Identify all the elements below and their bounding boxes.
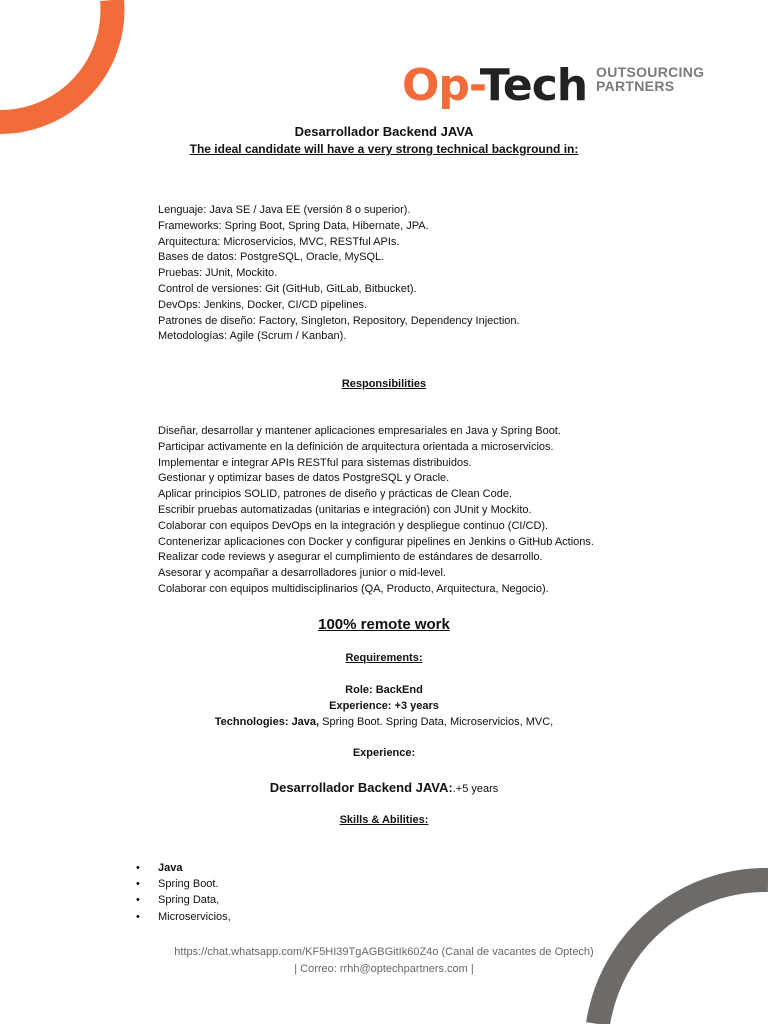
experience-years: .+5 years [452,783,499,795]
experience-heading: Experience: [352,747,416,759]
list-item: DevOps: Jenkins, Docker, CI/CD pipelines. [158,298,368,311]
experience-role: Desarrollador Backend JAVA: [269,780,453,795]
role-line: Role: BackEnd [345,684,423,696]
skills-heading: Skills & Abilities: [339,814,429,826]
list-item: Control de versiones: Git (GitHub, GitLab, Bitbucket). [158,282,417,295]
logo-wordmark [402,56,587,116]
logo-tagline-line2: PARTNERS [596,78,675,94]
list-item [136,892,231,908]
bullet-icon: • [136,894,140,907]
list-item: Implementar e integrar APIs RESTful para sistemas distribuidos. [158,456,472,469]
logo-tagline [596,65,704,93]
list-item: Diseñar, desarrollar y mantener aplicaciones empresariales en Java y Spring Boot. [158,425,561,437]
optech-logo [402,56,705,116]
bullet-icon: • [136,862,140,874]
list-item: Colaborar con equipos DevOps en la integración y despliegue continuo (CI/CD). [158,519,549,532]
list-item: Aplicar principios SOLID, patrones de diseño y prácticas de Clean Code. [158,488,513,501]
logo-tech: Tech [479,60,588,111]
skill-label: Java [158,862,183,874]
experience-line: Experience: +3 years [329,700,439,712]
orange-arc-decoration [0,0,140,140]
skill-label: Spring Data, [158,894,220,907]
list-item: Gestionar y optimizar bases de datos PostgreSQL y Oracle. [158,472,450,485]
list-item: Pruebas: JUnit, Mockito. [158,267,278,280]
logo-op: Op [402,60,469,111]
remote-work-heading: 100% remote work [318,616,450,633]
bullet-icon: • [136,910,140,923]
technologies-values: Spring Boot. Spring Data, Microservicios, MVC, [319,716,554,728]
technologies-line [0,716,768,728]
bullet-icon: • [136,878,140,891]
logo-dash: - [468,60,480,111]
gray-arc-decoration [580,860,768,1024]
list-item: Escribir pruebas automatizadas (unitarias e integración) con JUnit y Mockito. [158,503,532,516]
skills-list [136,860,231,925]
requirements-heading: Requirements: [345,652,423,664]
job-subtitle: The ideal candidate will have a very strong technical background in: [189,142,579,156]
skill-label: Spring Boot. [158,878,219,891]
footer-whatsapp-link[interactable]: https://chat.whatsapp.com/KF5HI39TgAGBGitIk60Z4o (Canal de vacantes de Optech) [174,946,594,958]
responsibilities-list [158,424,594,598]
list-item: Bases de datos: PostgreSQL, Oracle, MySQL. [158,251,385,264]
list-item: Asesorar y acompañar a desarrolladores junior o mid-level. [158,567,446,580]
list-item: Realizar code reviews y asegurar el cumplimiento de estándares de desarrollo. [158,551,543,564]
footer-email[interactable]: | Correo: rrhh@optechpartners.com | [294,963,474,975]
list-item: Lenguaje: Java SE / Java EE (versión 8 o superior). [158,204,411,216]
list-item: Frameworks: Spring Boot, Spring Data, Hibernate, JPA. [158,219,429,232]
list-item: Patrones de diseño: Factory, Singleton, Repository, Dependency Injection. [158,314,520,327]
list-item [136,909,231,925]
tech-background-list [158,203,520,345]
logo-tagline-line1: OUTSOURCING [596,64,705,80]
job-title: Desarrollador Backend JAVA [294,124,474,139]
experience-role-line [0,779,768,797]
technologies-label: Technologies: Java, [214,716,320,728]
list-item [136,860,231,876]
list-item: Contenerizar aplicaciones con Docker y configurar pipelines en Jenkins o GitHub Actions. [158,535,594,548]
list-item: Colaborar con equipos multidisciplinarios (QA, Producto, Arquitectura, Negocio). [158,582,549,595]
skill-label: Microservicios, [158,910,231,923]
list-item: Participar activamente en la definición de arquitectura orientada a microservicios. [158,440,554,453]
responsibilities-heading: Responsibilities [341,378,427,390]
list-item [136,876,231,892]
list-item: Arquitectura: Microservicios, MVC, RESTful APIs. [158,235,400,248]
list-item: Metodologías: Agile (Scrum / Kanban). [158,330,347,343]
